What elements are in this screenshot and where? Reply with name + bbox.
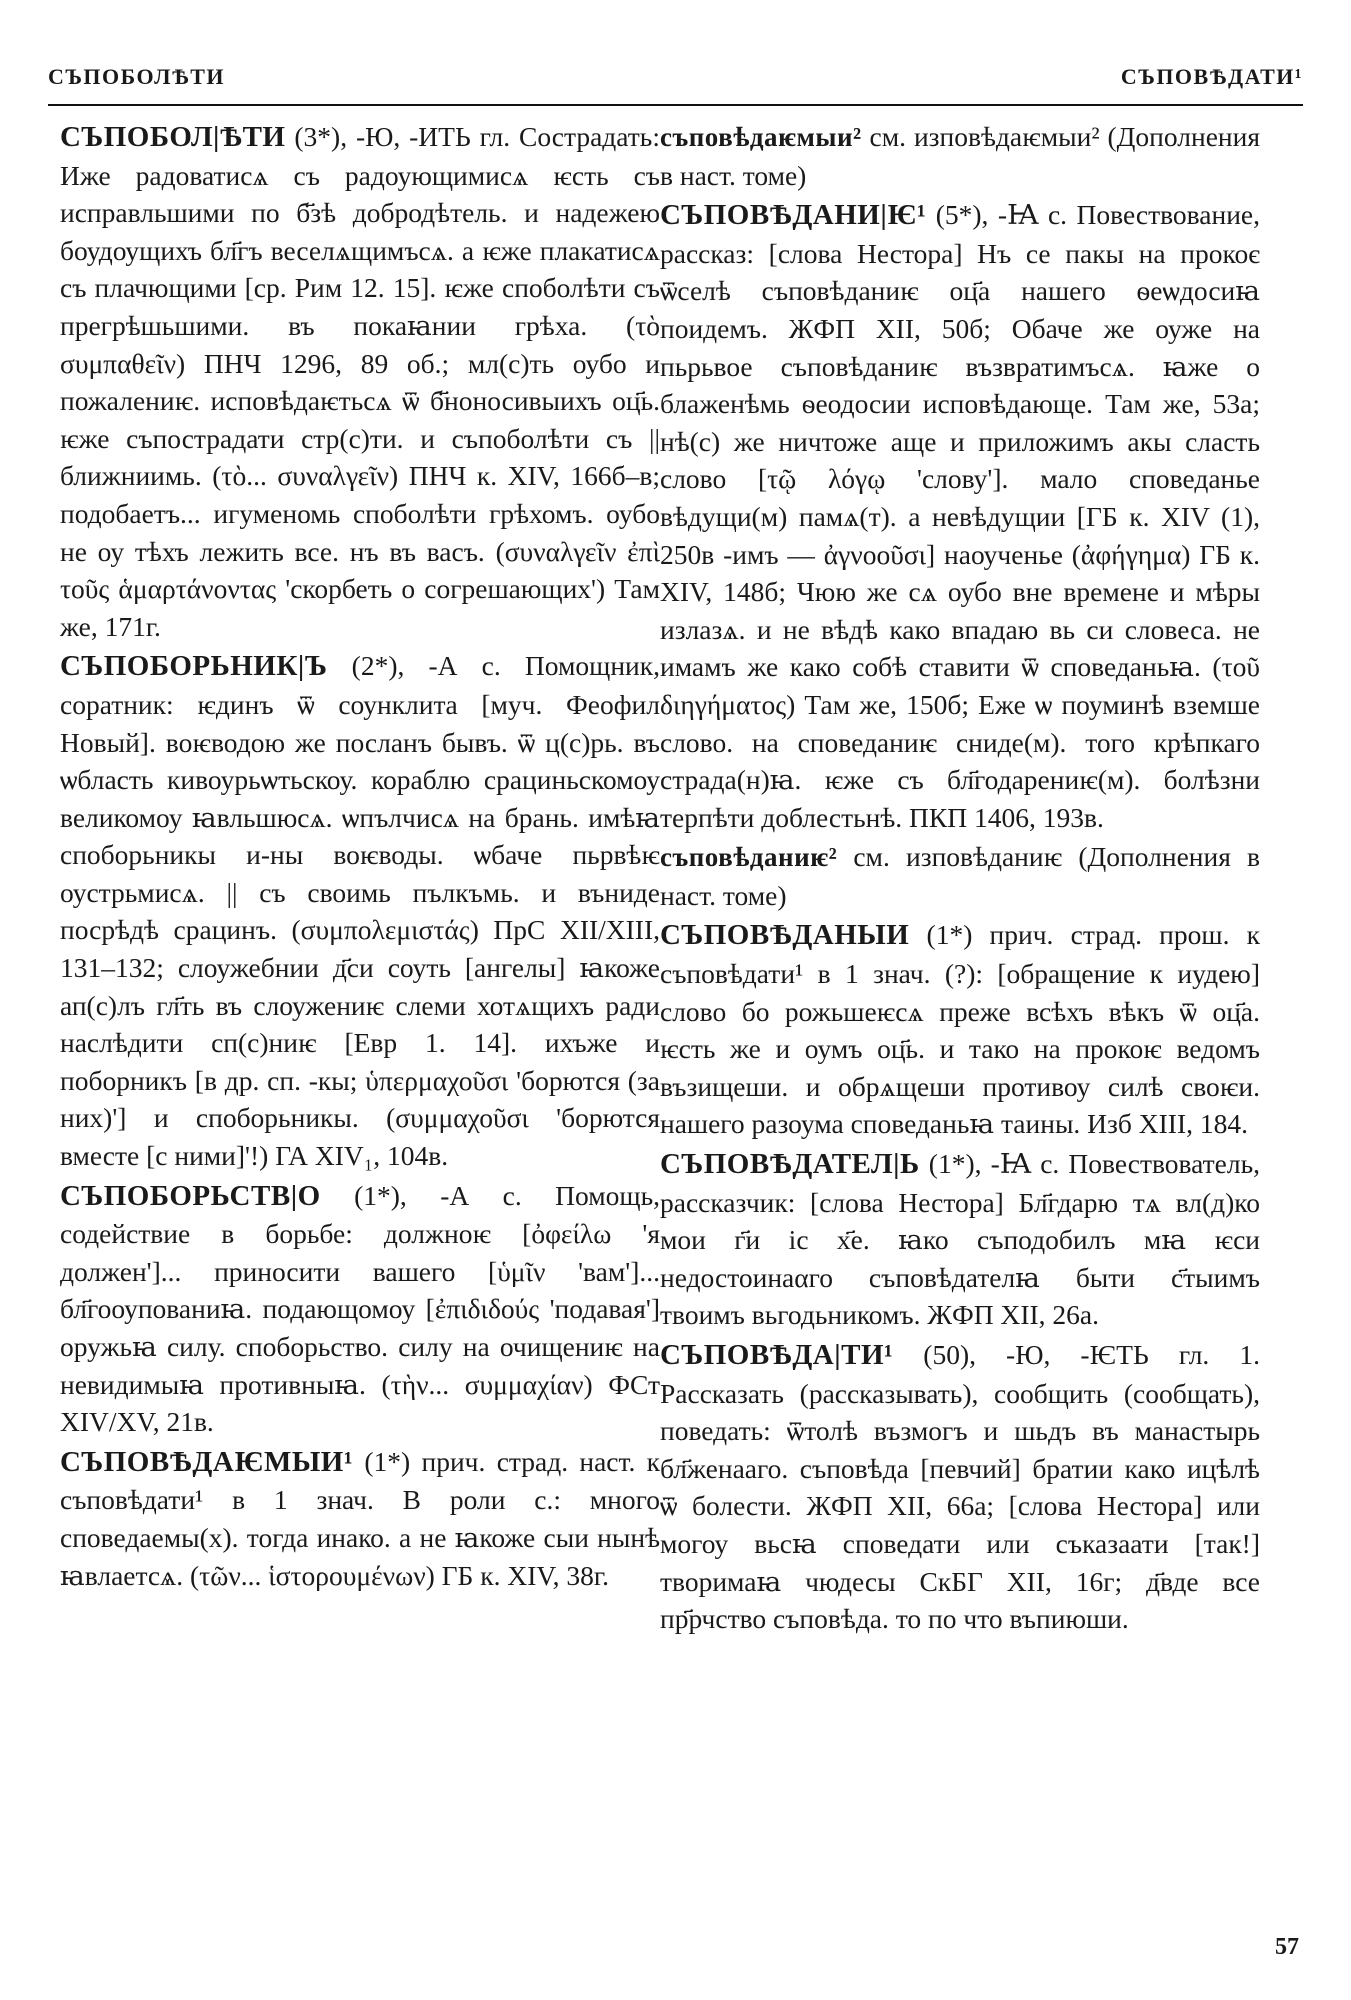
entry-sypoboleti: [60, 118, 660, 645]
entry-sypovedanie-1: [660, 196, 1260, 836]
running-header-left: СЪПОБОЛѢТИ: [48, 64, 226, 89]
entry-text: (1*), -Ꙗ с. Повествователь, рассказчик: [слова Нестора] Бл҃гдарю тѧ вл(д)ко мои г҃и іс х҃е. ꙗко съподобилъ мꙗ ѥси недостоинаαго съповѣдателꙗ быти с҃тыимъ твоимъ вьгодьникомъ. ЖФП XII, 26а.: [660, 1148, 1261, 1331]
entry-text: (1*) прич. страд. наст. к съповѣдати¹ в 1 знач. В роли с.: много споведаемы(х). тогда инако. а не ꙗкоже сыи нынѣ ꙗвлаетсѧ. (τῶν... ἱστορουμένων) ГБ к. XIV, 38г.: [60, 1445, 661, 1591]
headword: съповѣданиѥ²: [660, 842, 838, 873]
entry-sypovedanyi: [660, 916, 1260, 1143]
entry-sypovedaemyi-2: [660, 118, 1260, 194]
entry-sypovedati-1: [660, 1336, 1260, 1638]
header-rule: [48, 104, 1303, 106]
running-header-right: СЪПОВѢДАТИ¹: [1120, 64, 1303, 89]
entry-sypovedanie-2: [660, 838, 1260, 914]
page-number: 57: [1275, 1934, 1299, 1960]
entry-sypoborynik: [60, 647, 660, 1174]
entry-sypoborystvo: [60, 1177, 660, 1441]
headword: СЪПОВѢДА|ТИ¹: [660, 1339, 894, 1371]
headword: СЪПОБОРЬНИК|Ъ: [60, 650, 328, 683]
entry-text: см. изповѣданиѥ (Дополнения в наст. томе): [660, 841, 1260, 911]
headword: СЪПОВѢДАНИ|Ѥ¹: [660, 199, 927, 232]
entry-text: (1*), -А с. Помощь, содействие в борьбе: должноѥ [ὀφείλω 'я должен']... приносити вашего [ὑμῖν 'вам']... бл҃гооупованиꙗ. подающомоу [ἐπιδιδούς 'подавая'] оружьꙗ силу. споборьство. силу на очищениѥ на невидимыꙗ противныꙗ. (τὴν... συμμαχίαν) ФСт XIV/XV, 21в.: [60, 1179, 660, 1438]
headword: СЪПОБОЛ|ѢТИ: [60, 121, 286, 153]
entry-text: (2*), -А с. Помощник, соратник: ѥдинъ ѿ соунклитa [муч. Феофил Новый]. воѥводою же посланъ бывъ. ѿ ц(с)рь. въ ѡбласть кивоурьѡтьскоу. кораблю срациньскомоу великомоу ꙗвльшюсѧ. ѡпълчисѧ на брань. имѣꙗ споборьникы и-ны воѥводы. ѡбаче пьрвѣѥ оустрьмисѧ. || съ своимь пълкъмь. и въниде посрѣдѣ срацинъ. (συμπολεμιστάς) ПрС XII/XIII, 131–132; слоужебнии д҃си соуть [ангелы] ꙗкоже ап(с)лъ гл҃ть въ слоужениѥ слеми хотѧщихъ ради наслѣдити сп(с)ниѥ [Евр 1. 14]. ихъже и поборникъ [в др. сп. -кы; ὑπερμαχοῦσι 'борются (за них)'] и споборьникы. (συμμαχοῦσι 'борются вместе [с ними]'!) ГА XIV₁, 104в.: [60, 650, 660, 1172]
headword: СЪПОВѢДАѤМЫИ¹: [60, 1445, 354, 1478]
running-header: [48, 64, 1303, 90]
headword: СЪПОБОРЬСТВ|О: [60, 1179, 321, 1212]
entry-text: (1*) прич. страд. прош. к съповѣдати¹ в 1 знач. (?): [обращение к иудею] слово бо рожьшеѥсѧ преже всѣхъ вѣкъ ѿ оц҃а. ѥсть же и оумъ оц҃ь. и тако на прокоѥ ведомъ възищеши. и обрѧщеши противоу силѣ своѥи. нашего разоума споведаньꙗ таины. Изб XIII, 184.: [660, 919, 1260, 1140]
right-column: [660, 118, 1260, 1638]
entry-sypovedaemyi-1: [60, 1443, 660, 1594]
headword: СЪПОВѢДАНЫИ: [660, 919, 910, 952]
headword: съповѣдаѥмыи²: [660, 122, 862, 152]
entry-text: (3*), -Ю, -ИТЬ гл. Сострадать: Иже радоватисѧ съ радоующимисѧ ѥсть съ исправльшими по б҃зѣ добродѣтель. и надежею боудоущихъ бл҃гъ веселѧщимъсѧ. а ѥже плакатисѧ съ плачющими [ср. Рим 12. 15]. ѥже споболѣти съ прегрѣшьшими. въ покаꙗнии грѣха. (τὸ συμπαθεῖν) ПНЧ 1296, 89 об.; мл(с)ть оубо и пожалениѥ. исповѣдаѥтьсѧ ѿ б҃ноносивыихъ оц҃ь. ѥже съпострадати стр(с)ти. и съпоболѣти съ || ближниимь. (τὸ... συναλγεῖν) ПНЧ к. XIV, 166б–в; подобаетъ... игуменомь споболѣти грѣхомъ. оубо не оу тѣхъ лежить все. нъ въ васъ. (συναλγεῖν ἐπὶ τοῦς ἁμαρτάνοντας 'скорбеть о согрешающих') Там же, 171г.: [60, 121, 660, 642]
entry-text: (5*), -Ꙗ с. Повествование, рассказ: [слова Нестора] Нъ се пакы на прокоє ѿселѣ съповѣданиѥ оц҃а нашего ѳеѡдосиꙗ поидемъ. ЖФП XII, 50б; Обаче же оуже на пьрьвое съповѣданиѥ възвратимъсѧ. ꙗже о блаженѣмь ѳеодосии исповѣдающе. Там же, 53а; нѣ(с) же ничтоже аще и приложимъ акы сласть слово [τῷ λόγῳ 'слову']. мало споведанье вѣдущи(м) памѧ(т). а невѣдущии [ГБ к. XIV (1), 250в -имъ — ἀγνοοῦσι] наоученье (ἀφήγημα) ГБ к. XIV, 148б; Чюю же сѧ оубо вне времене и мѣры излазѧ. и не вѣдѣ како впадаю вь си словеса. не имамъ же како собѣ ставити ѿ споведаньꙗ. (τοῦ διηγήματος) Там же, 150б; Еже ѡ поуминѣ вземше слово. на споведаниѥ сниде(м). того крѣпкаго страда(н)ꙗ. ѥже съ бл҃годарениѥ(м). болѣзни терпѣти доблестьнѣ. ПКП 1406, 193в.: [660, 199, 1260, 833]
entry-text: (50), -Ю, -ѤТЬ гл. 1. Рассказать (рассказывать), сообщить (сообщать), поведать: ѿтолѣ възмогъ и шьдъ въ манастырь бл҃женааго. съповѣда [певчий] братии како ицѣлѣ ѿ болести. ЖФП XII, 66а; [слова Нестора] или могоу вьсꙗ споведати или съказаати [так!] творимаꙗ чюдесы СкБГ XII, 16г; д҃вде все пр҃рчство съповѣда. то по что въпиюши.: [660, 1339, 1260, 1635]
entry-sypovedatel: [660, 1145, 1260, 1334]
entry-text: см. изповѣдаѥмыи² (Дополнения в наст. томе): [660, 121, 1261, 191]
left-column: [60, 118, 660, 1594]
headword: СЪПОВѢДАТЕЛ|Ь: [660, 1148, 920, 1181]
